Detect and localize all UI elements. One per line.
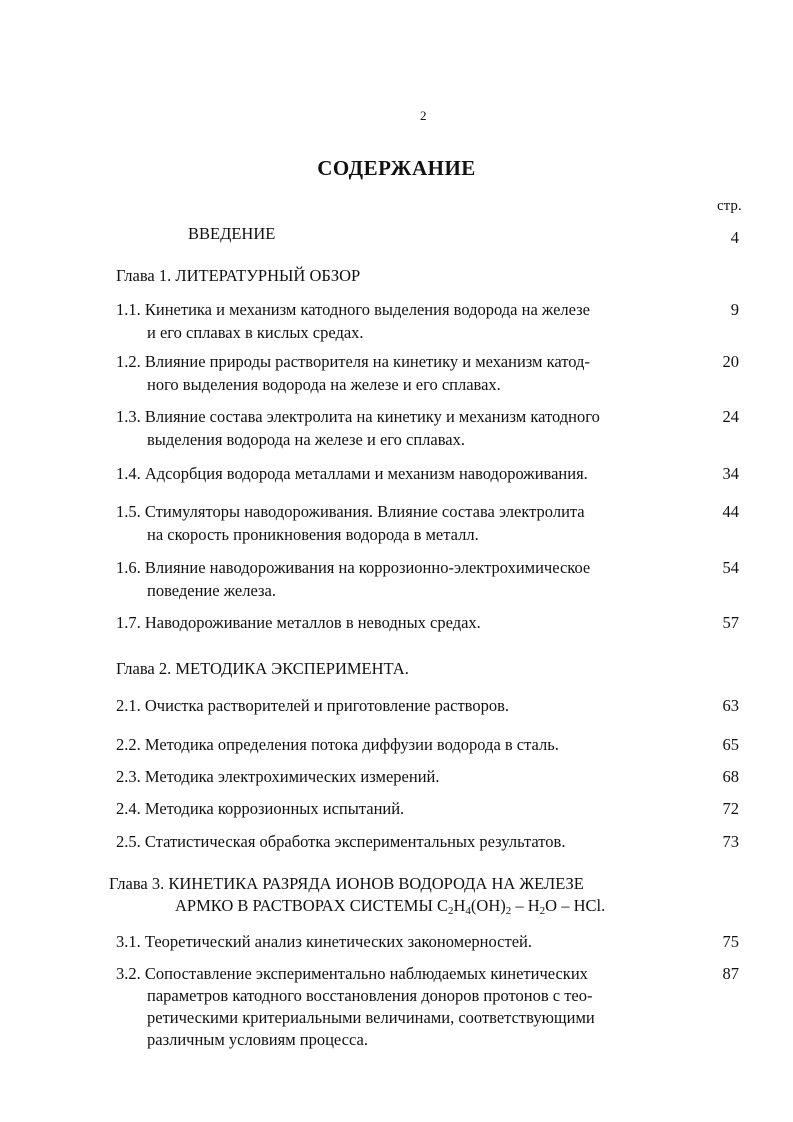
toc-entry-page: 87: [722, 964, 739, 983]
toc-entry-label-cont: поведение железа.: [147, 581, 276, 600]
toc-entry-page: 72: [722, 799, 739, 818]
toc-entry-label: 2.2. Методика определения потока диффузии водорода в сталь.: [116, 735, 559, 754]
toc-entry-label: 1.2. Влияние природы растворителя на кинетику и механизм катод-: [116, 352, 590, 371]
toc-entry-label: 1.4. Адсорбция водорода металлами и механизм наводороживания.: [116, 464, 588, 483]
toc-entry-label: 1.1. Кинетика и механизм катодного выделения водорода на железе: [116, 300, 591, 319]
toc-entry-label: 2.4. Методика коррозионных испытаний.: [116, 799, 405, 818]
toc-entry-page: 24: [722, 407, 739, 426]
toc-entry-page: 9: [730, 300, 739, 319]
page-number: 2: [420, 108, 427, 123]
toc-entry-label-cont: и его сплавах в кислых средах.: [147, 323, 364, 342]
toc-entry-page: 44: [722, 502, 739, 521]
toc-entry-label-cont: различным условиям процесса.: [147, 1030, 368, 1049]
toc-entry-page: 65: [722, 735, 739, 754]
toc-entry-page: 34: [722, 464, 739, 483]
toc-entry-page: 68: [722, 767, 739, 786]
toc-entry-page: 20: [722, 352, 739, 371]
toc-entry-label: 2.3. Методика электрохимических измерений.: [116, 767, 440, 786]
toc-chapter-2: Глава 2. МЕТОДИКА ЭКСПЕРИМЕНТА.: [116, 659, 409, 678]
toc-entry-label-cont: ретическими критериальными величинами, соответствующими: [147, 1008, 595, 1027]
toc-entry-label: 2.1. Очистка растворителей и приготовление растворов.: [116, 696, 510, 715]
toc-entry-label-cont: на скорость проникновения водорода в металл.: [147, 525, 479, 544]
toc-intro-page: 4: [730, 228, 739, 247]
toc-chapter-1: Глава 1. ЛИТЕРАТУРНЫЙ ОБЗОР: [116, 266, 361, 285]
toc-intro-label: ВВЕДЕНИЕ: [188, 224, 276, 243]
page-column-label: стр.: [717, 198, 742, 214]
toc-entry-label: 3.1. Теоретический анализ кинетических закономерностей.: [116, 932, 532, 951]
toc-entry-label: 2.5. Статистическая обработка экспериментальных результатов.: [116, 832, 566, 851]
toc-chapter-3-line1: Глава 3. КИНЕТИКА РАЗРЯДА ИОНОВ ВОДОРОДА НА ЖЕЛЕЗЕ: [109, 874, 584, 893]
toc-entry-page: 63: [722, 696, 739, 715]
toc-entry-page: 75: [722, 932, 739, 951]
toc-entry-label-cont: ного выделения водорода на железе и его сплавах.: [147, 375, 501, 394]
toc-entry-label: 3.2. Сопоставление экспериментально наблюдаемых кинетических: [116, 964, 588, 983]
toc-entry-page: 57: [722, 613, 739, 632]
toc-entry-label: 1.6. Влияние наводороживания на коррозионно-электрохимическое: [116, 558, 591, 577]
toc-entry-label: 1.3. Влияние состава электролита на кинетику и механизм катодного: [116, 407, 600, 426]
toc-entry-label-cont: выделения водорода на железе и его сплавах.: [147, 430, 465, 449]
toc-entry-label: 1.7. Наводороживание металлов в неводных средах.: [116, 613, 481, 632]
toc-entry-page: 73: [722, 832, 739, 851]
toc-entry-label-cont: параметров катодного восстановления доноров протонов с тео-: [147, 986, 593, 1005]
toc-entry-label: 1.5. Стимуляторы наводороживания. Влияние состава электролита: [116, 502, 585, 521]
toc-chapter-3-line2: АРМКО В РАСТВОРАХ СИСТЕМЫ $C_2H_4(OH)_2 - H_2O$ – HCl.: [175, 896, 606, 917]
toc-entry-page: 54: [722, 558, 739, 577]
page-title: СОДЕРЖАНИЕ: [317, 156, 476, 180]
